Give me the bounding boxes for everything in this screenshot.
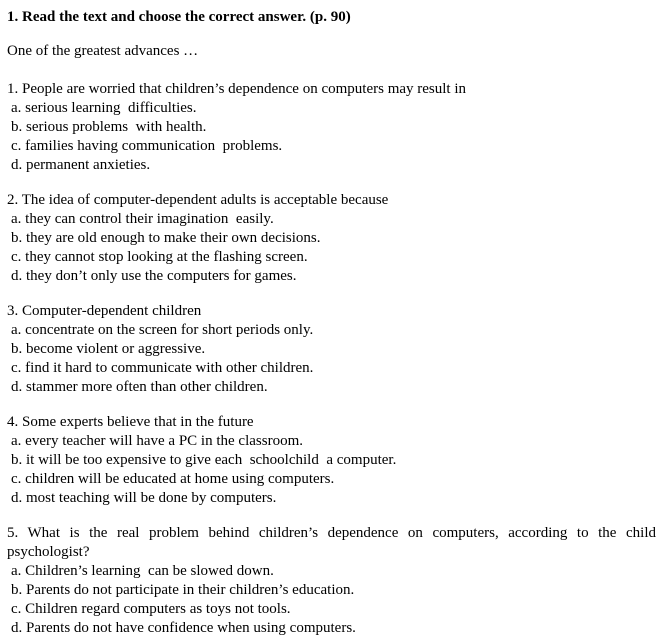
question-1-option-b: b. serious problems with health. [11,119,207,135]
intro-text: One of the greatest advances … [7,43,199,59]
question-3-option-a: a. concentrate on the screen for short periods only. [11,322,314,338]
question-3-option-c: c. find it hard to communicate with other children. [11,360,314,376]
question-2-option-c: c. they cannot stop looking at the flashing screen. [11,249,308,265]
question-2-option-a: a. they can control their imagination easily. [11,211,274,227]
question-4-option-c: c. children will be educated at home using computers. [11,471,335,487]
question-4-option-d: d. most teaching will be done by computers. [11,490,277,506]
question-1-option-a: a. serious learning difficulties. [11,100,197,116]
question-3-text: 3. Computer-dependent children [7,303,202,319]
question-5-option-a: a. Children’s learning can be slowed down. [11,563,274,579]
question-block-2 [7,191,656,286]
question-5-option-b: b. Parents do not participate in their children’s education. [11,582,355,598]
question-5-option-d: d. Parents do not have confidence when using computers. [11,620,356,636]
question-4-option-a: a. every teacher will have a PC in the classroom. [11,433,303,449]
question-2-text: 2. The idea of computer-dependent adults is acceptable because [7,192,389,208]
question-2-option-b: b. they are old enough to make their own decisions. [11,230,321,246]
page-title: 1. Read the text and choose the correct answer. (p. 90) [7,9,351,25]
question-4-text: 4. Some experts believe that in the future [7,414,254,430]
quiz-document [7,8,656,638]
question-1-option-c: c. families having communication problems. [11,138,283,154]
question-1-text: 1. People are worried that children’s dependence on computers may result in [7,81,467,97]
question-1-option-d: d. permanent anxieties. [11,157,151,173]
question-5-option-c: c. Children regard computers as toys not tools. [11,601,291,617]
question-block-5 [7,524,656,638]
question-block-3 [7,302,656,397]
question-5-text: 5. What is the real problem behind children’s dependence on computers, according to the child psychologist? [7,525,656,560]
question-3-option-b: b. become violent or aggressive. [11,341,206,357]
question-block-4 [7,413,656,508]
question-2-option-d: d. they don’t only use the computers for games. [11,268,297,284]
question-block-1 [7,80,656,175]
question-3-option-d: d. stammer more often than other children. [11,379,268,395]
question-4-option-b: b. it will be too expensive to give each schoolchild a computer. [11,452,397,468]
